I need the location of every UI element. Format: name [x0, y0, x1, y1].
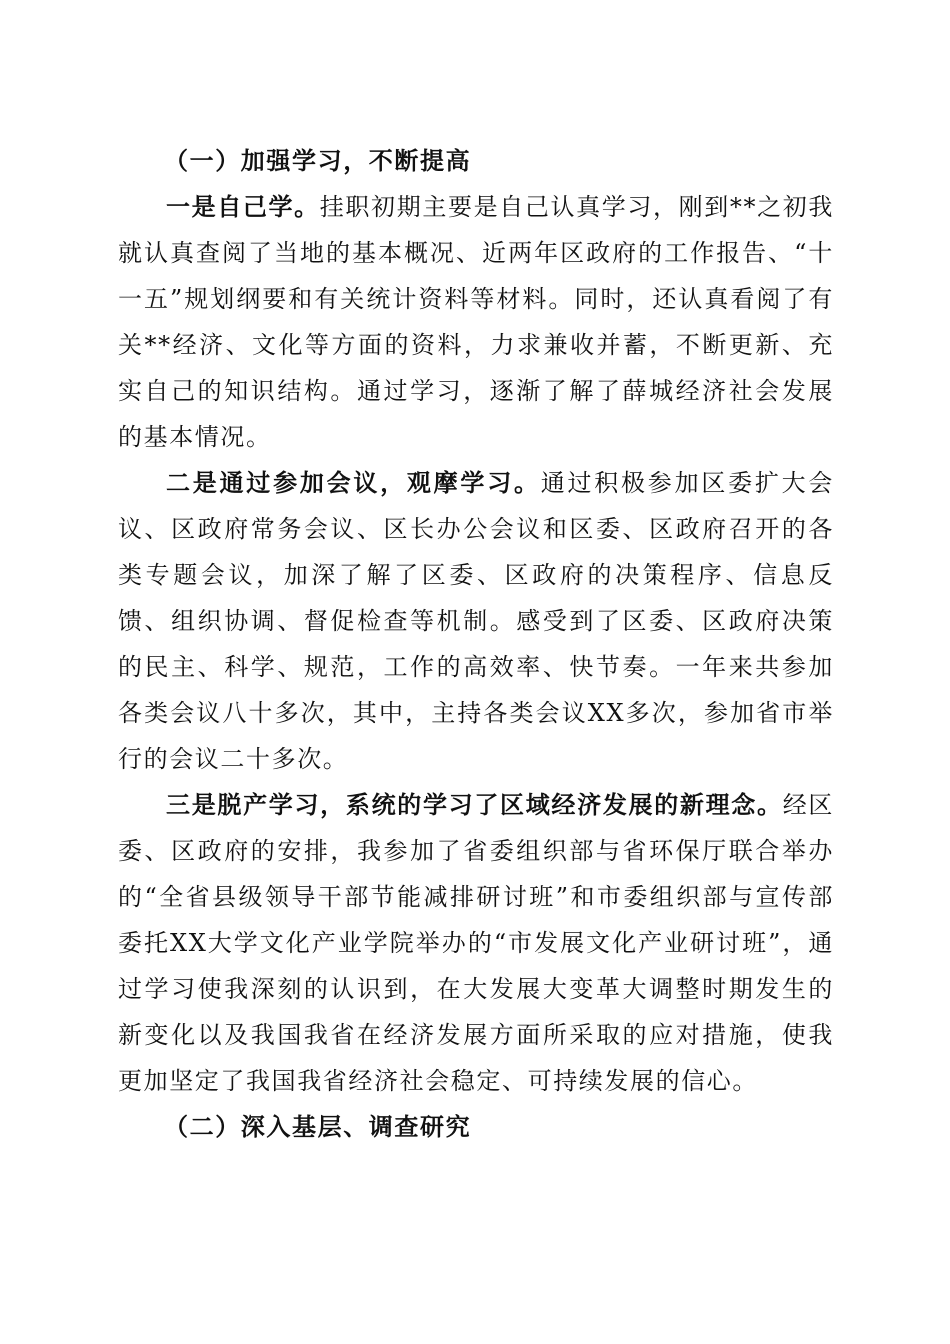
paragraph-self-study [118, 184, 834, 460]
section-heading-2: （二）深入基层、调查研究 [164, 1112, 472, 1141]
paragraph-lead: 三是脱产学习，系统的学习了区域经济发展的新理念。 [166, 790, 783, 819]
section-heading-1: （一）加强学习，不断提高 [164, 146, 472, 175]
paragraph-text: 经区委、区政府的安排，我参加了省委组织部与省环保厅联合举办的“全省县级领导干部节能减排研讨班”和市委组织部与宣传部委托XX大学文化产业学院举办的“市发展文化产业研讨班”，通过学习使我深刻的认识到，在大发展大变革大调整时期发生的新变化以及我国我省在经济发展方面所采取的应对措施，使我更加坚定了我国我省经济社会稳定、可持续发展的信心。 [118, 791, 834, 1095]
paragraph-meetings [118, 460, 834, 782]
paragraph-text: 通过积极参加区委扩大会议、区政府常务会议、区长办公会议和区委、区政府召开的各类专题会议，加深了解了区委、区政府的决策程序、信息反馈、组织协调、督促检查等机制。感受到了区委、区政府决策的民主、科学、规范，工作的高效率、快节奏。一年来共参加各类会议八十多次，其中，主持各类会议XX多次，参加省市举行的会议二十多次。 [118, 469, 834, 773]
paragraph-text: 挂职初期主要是自己认真学习，刚到**之初我就认真查阅了当地的基本概况、近两年区政府的工作报告、“十一五”规划纲要和有关统计资料等材料。同时，还认真看阅了有关**经济、文化等方面的资料，力求兼收并蓄，不断更新、充实自己的知识结构。通过学习，逐渐了解了薛城经济社会发展的基本情况。 [118, 193, 834, 451]
paragraph-training [118, 782, 834, 1104]
paragraph-lead: 二是通过参加会议，观摩学习。 [166, 468, 541, 497]
paragraph-lead: 一是自己学。 [166, 192, 320, 221]
document-body [118, 138, 834, 1150]
